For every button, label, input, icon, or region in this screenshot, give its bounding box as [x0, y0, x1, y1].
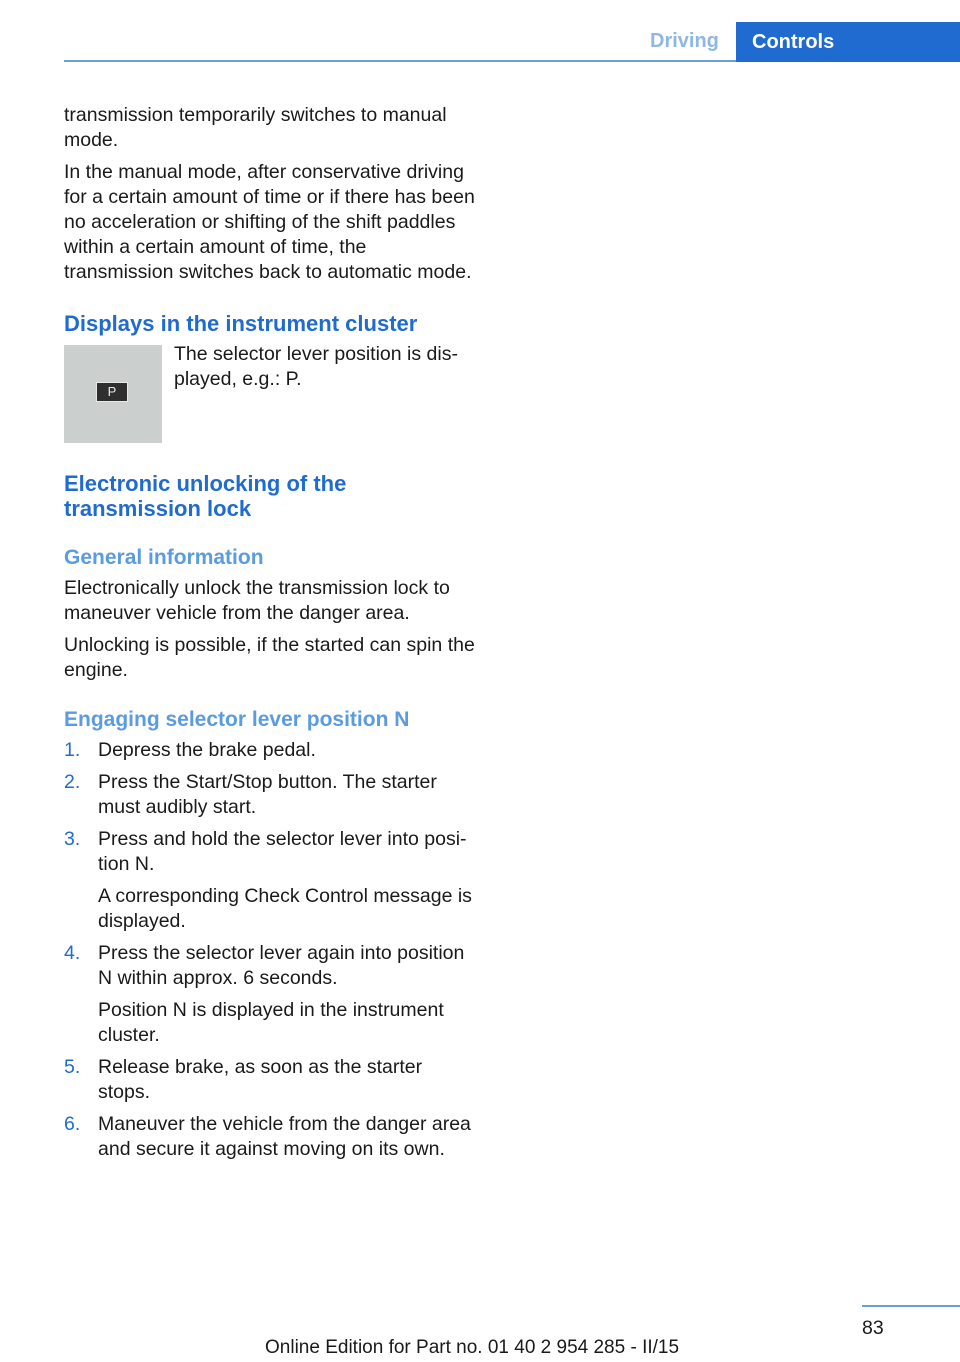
displays-heading: Displays in the instrument cluster — [64, 311, 418, 336]
engage-heading: Engaging selector lever position N — [64, 708, 410, 731]
displays-text: The selector lever position is displayed, e.g.: P. — [174, 343, 458, 390]
list-item — [64, 941, 478, 1048]
step-number: 6. — [64, 1113, 81, 1135]
general-info-heading: General information — [64, 546, 264, 569]
list-item — [64, 827, 478, 934]
step-number: 5. — [64, 1056, 81, 1078]
step-text: Release brake, as soon as the starter stops. — [98, 1056, 423, 1103]
general-info-paragraph: Electronically unlock the transmission lock to maneuver vehicle from the danger area. — [64, 577, 450, 624]
intro-paragraph: transmission temporarily switches to manual mode. — [64, 104, 447, 151]
step-number: 4. — [64, 942, 81, 964]
displays-block — [64, 342, 478, 443]
list-item — [64, 1112, 478, 1162]
list-item — [64, 1055, 478, 1105]
list-item — [64, 738, 478, 763]
step-text: Press the Start/Stop button. The starter must audibly start. — [98, 771, 437, 818]
selector-position-indicator: P — [96, 382, 128, 402]
edition-footer: Online Edition for Part no. 01 40 2 954 285 - II/15 — [265, 1337, 680, 1358]
general-info-paragraph: Unlocking is possible, if the started can spin the engine. — [64, 634, 475, 681]
step-text: Maneuver the vehicle from the danger area and secure it against moving on its own. — [98, 1113, 471, 1160]
list-item — [64, 770, 478, 820]
step-number: 2. — [64, 771, 81, 793]
unlock-heading: Electronic unlocking of the transmission lock — [64, 471, 347, 521]
page-number-rule — [862, 1305, 960, 1307]
page-number: 83 — [862, 1317, 884, 1339]
step-text: Depress the brake pedal. — [98, 739, 316, 761]
step-text: Press and hold the selector lever into position N. — [98, 828, 467, 875]
step-text: Press the selector lever again into position N within approx. 6 seconds. — [98, 942, 465, 989]
intro-paragraph: In the manual mode, after conservative driving for a certain amount of time or if there has been no acceleration or shifting of the shift paddles within a certain amount of time, the transmission switches back to automatic mode. — [64, 161, 475, 283]
instrument-cluster-display-image — [64, 345, 162, 443]
steps-list — [64, 738, 478, 1162]
step-note: A corresponding Check Control message is displayed. — [98, 885, 472, 932]
main-column — [64, 103, 478, 1169]
header-chapter-tab: Controls — [736, 22, 960, 62]
step-note: Position N is displayed in the instrument cluster. — [98, 999, 444, 1046]
step-number: 3. — [64, 828, 81, 850]
header-section-label: Driving — [650, 30, 719, 52]
step-number: 1. — [64, 739, 81, 761]
